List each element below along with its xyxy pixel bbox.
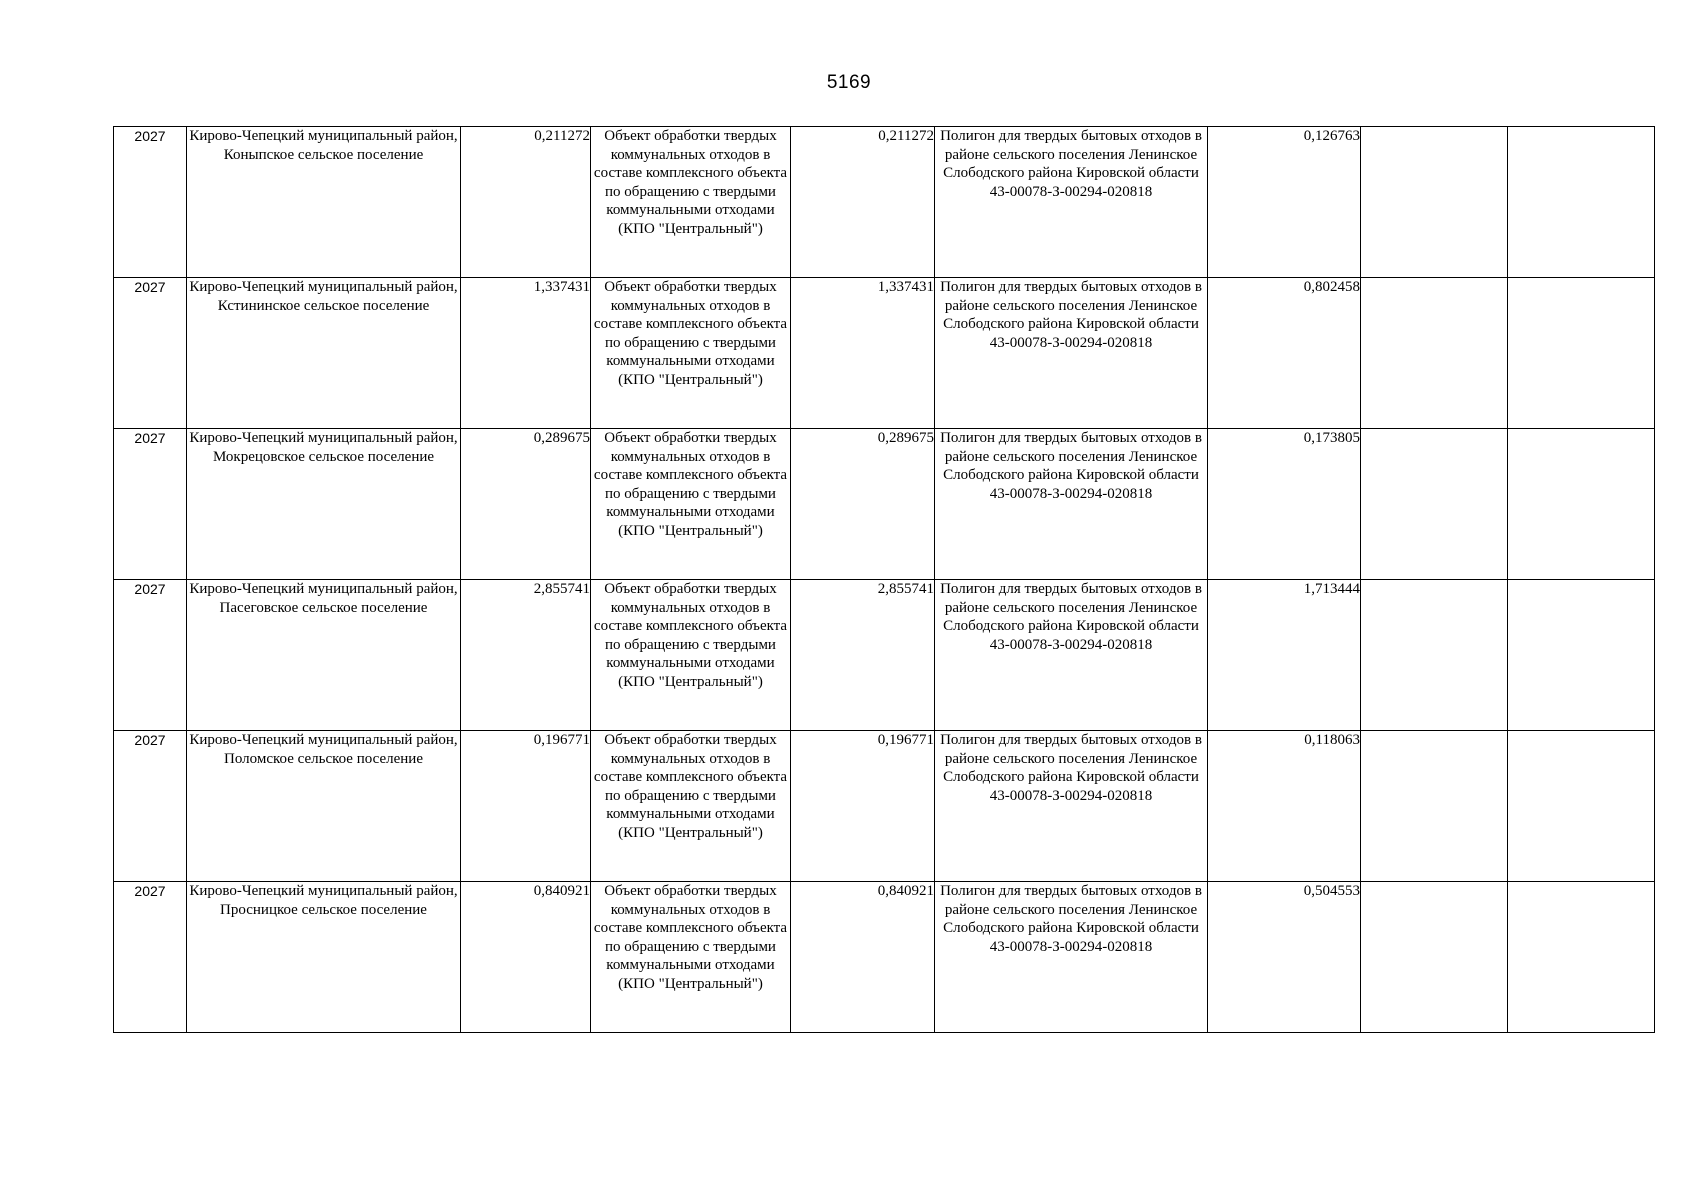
volume-generated-cell: 0,211272	[461, 127, 591, 278]
volume-generated-cell: 0,840921	[461, 882, 591, 1033]
disposal-object-cell: Полигон для твердых бытовых отходов в районе сельского поселения Ленинское Слободского района Кировской области 43-00078-З-00294-020818	[935, 429, 1208, 580]
table-row	[114, 731, 1655, 882]
empty-cell	[1361, 429, 1508, 580]
municipality-cell: Кирово-Чепецкий муниципальный район, Просницкое сельское поселение	[187, 882, 461, 1033]
volume-processed-cell: 0,289675	[791, 429, 935, 580]
municipality-cell: Кирово-Чепецкий муниципальный район, Мокрецовское сельское поселение	[187, 429, 461, 580]
empty-cell	[1508, 580, 1655, 731]
volume-disposed-cell: 0,118063	[1208, 731, 1361, 882]
volume-processed-cell: 1,337431	[791, 278, 935, 429]
disposal-object-cell: Полигон для твердых бытовых отходов в районе сельского поселения Ленинское Слободского района Кировской области 43-00078-З-00294-020818	[935, 127, 1208, 278]
year-cell: 2027	[114, 429, 187, 580]
volume-disposed-cell: 1,713444	[1208, 580, 1361, 731]
volume-processed-cell: 0,840921	[791, 882, 935, 1033]
processing-object-cell: Объект обработки твердых коммунальных отходов в составе комплексного объекта по обращению с твердыми коммунальными отходами (КПО "Центральный")	[591, 429, 791, 580]
year-cell: 2027	[114, 278, 187, 429]
table-row	[114, 580, 1655, 731]
volume-generated-cell: 2,855741	[461, 580, 591, 731]
table-row	[114, 127, 1655, 278]
processing-object-cell: Объект обработки твердых коммунальных отходов в составе комплексного объекта по обращению с твердыми коммунальными отходами (КПО "Центральный")	[591, 580, 791, 731]
empty-cell	[1508, 882, 1655, 1033]
empty-cell	[1361, 731, 1508, 882]
municipality-cell: Кирово-Чепецкий муниципальный район, Коныпское сельское поселение	[187, 127, 461, 278]
table-row	[114, 882, 1655, 1033]
volume-generated-cell: 1,337431	[461, 278, 591, 429]
disposal-object-cell: Полигон для твердых бытовых отходов в районе сельского поселения Ленинское Слободского района Кировской области 43-00078-З-00294-020818	[935, 882, 1208, 1033]
municipality-cell: Кирово-Чепецкий муниципальный район, Пасеговское сельское поселение	[187, 580, 461, 731]
disposal-object-cell: Полигон для твердых бытовых отходов в районе сельского поселения Ленинское Слободского района Кировской области 43-00078-З-00294-020818	[935, 580, 1208, 731]
year-cell: 2027	[114, 882, 187, 1033]
processing-object-cell: Объект обработки твердых коммунальных отходов в составе комплексного объекта по обращению с твердыми коммунальными отходами (КПО "Центральный")	[591, 278, 791, 429]
page-number: 5169	[826, 72, 872, 93]
volume-processed-cell: 0,211272	[791, 127, 935, 278]
waste-flow-table	[113, 126, 1655, 1033]
processing-object-cell: Объект обработки твердых коммунальных отходов в составе комплексного объекта по обращению с твердыми коммунальными отходами (КПО "Центральный")	[591, 882, 791, 1033]
year-cell: 2027	[114, 127, 187, 278]
year-cell: 2027	[114, 731, 187, 882]
disposal-object-cell: Полигон для твердых бытовых отходов в районе сельского поселения Ленинское Слободского района Кировской области 43-00078-З-00294-020818	[935, 278, 1208, 429]
volume-disposed-cell: 0,126763	[1208, 127, 1361, 278]
empty-cell	[1361, 278, 1508, 429]
empty-cell	[1508, 731, 1655, 882]
empty-cell	[1508, 429, 1655, 580]
empty-cell	[1508, 127, 1655, 278]
volume-generated-cell: 0,289675	[461, 429, 591, 580]
year-cell: 2027	[114, 580, 187, 731]
disposal-object-cell: Полигон для твердых бытовых отходов в районе сельского поселения Ленинское Слободского района Кировской области 43-00078-З-00294-020818	[935, 731, 1208, 882]
volume-processed-cell: 0,196771	[791, 731, 935, 882]
processing-object-cell: Объект обработки твердых коммунальных отходов в составе комплексного объекта по обращению с твердыми коммунальными отходами (КПО "Центральный")	[591, 731, 791, 882]
empty-cell	[1361, 580, 1508, 731]
empty-cell	[1508, 278, 1655, 429]
municipality-cell: Кирово-Чепецкий муниципальный район, Поломское сельское поселение	[187, 731, 461, 882]
volume-disposed-cell: 0,504553	[1208, 882, 1361, 1033]
table-row	[114, 429, 1655, 580]
table-body	[114, 127, 1655, 1033]
empty-cell	[1361, 127, 1508, 278]
table-row	[114, 278, 1655, 429]
volume-disposed-cell: 0,173805	[1208, 429, 1361, 580]
volume-disposed-cell: 0,802458	[1208, 278, 1361, 429]
volume-processed-cell: 2,855741	[791, 580, 935, 731]
volume-generated-cell: 0,196771	[461, 731, 591, 882]
empty-cell	[1361, 882, 1508, 1033]
processing-object-cell: Объект обработки твердых коммунальных отходов в составе комплексного объекта по обращению с твердыми коммунальными отходами (КПО "Центральный")	[591, 127, 791, 278]
municipality-cell: Кирово-Чепецкий муниципальный район, Кстининское сельское поселение	[187, 278, 461, 429]
